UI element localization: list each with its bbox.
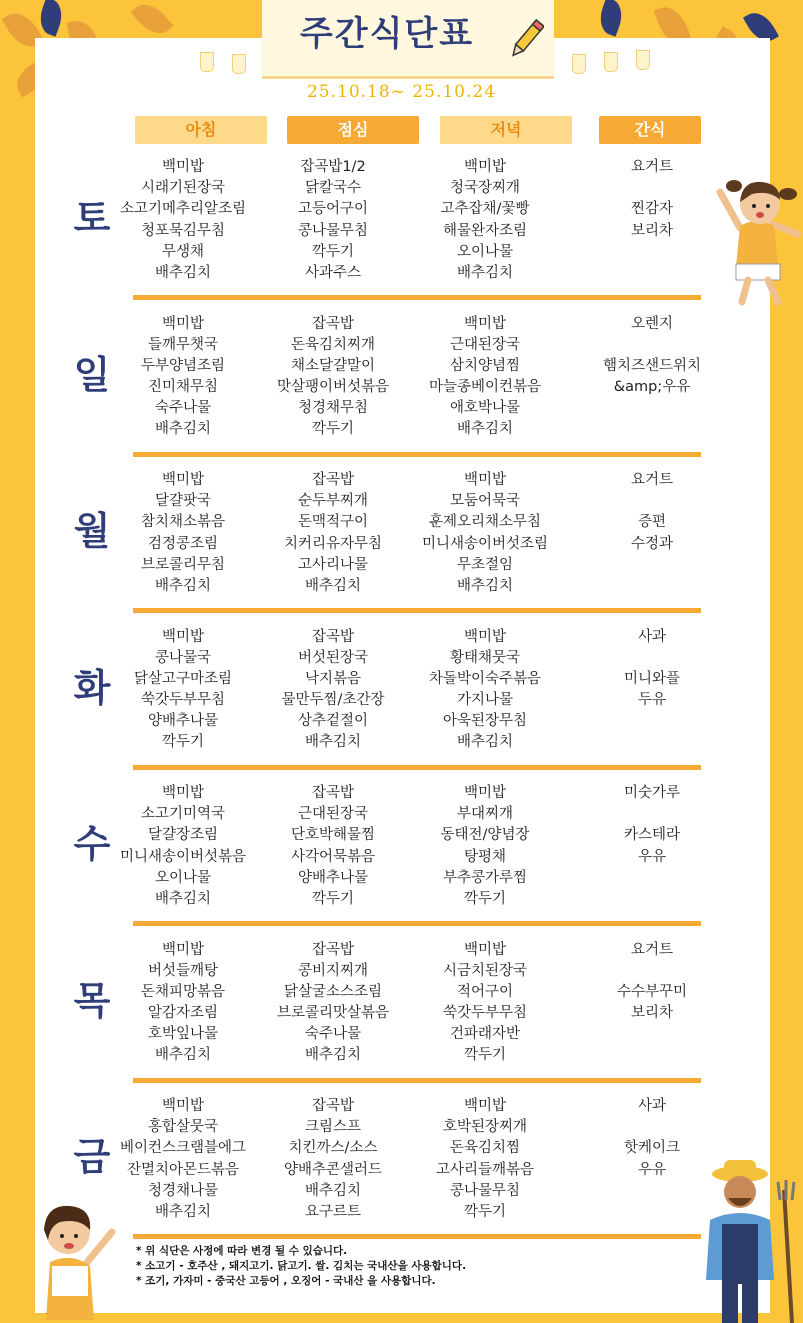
lunch-column	[253, 1096, 413, 1223]
note-line: * 조기, 가자미 - 중국산 고등어 , 오징어 - 국내산 을 사용합니다.	[136, 1275, 436, 1287]
menu-item: 맛살팽이버섯볶음	[276, 379, 390, 396]
menu-item: 잡곡밥	[311, 315, 355, 332]
menu-item: 크림스프	[304, 1119, 362, 1136]
menu-item: 배추김치	[456, 421, 514, 438]
menu-item	[572, 555, 732, 576]
menu-item: 우유	[637, 1161, 666, 1178]
menu-item: 잡곡밥1/2	[300, 159, 366, 175]
menu-item: 아욱된장무침	[442, 713, 528, 730]
menu-item: 해물완자조림	[442, 222, 528, 239]
menu-item: 시금치된장국	[442, 962, 528, 979]
menu-item: 미숫가루	[623, 785, 681, 801]
row-divider	[133, 452, 701, 457]
lunch-column	[253, 470, 413, 597]
menu-item: 동태전/양념장	[440, 827, 530, 844]
menu-item: 버섯된장국	[297, 649, 369, 666]
menu-item: 배추김치	[154, 1047, 212, 1064]
snack-column	[572, 470, 732, 597]
menu-item	[572, 576, 732, 597]
date-range: 25.10.18~ 25.10.24	[306, 82, 497, 102]
breakfast-column	[103, 940, 263, 1067]
menu-item	[572, 419, 732, 440]
breakfast-column	[103, 783, 263, 910]
header-lunch: 점심	[287, 116, 419, 144]
menu-item: 사과주스	[304, 264, 362, 281]
menu-item: 백미밥	[463, 628, 507, 645]
snack-column	[572, 314, 732, 441]
menu-item: 소고기미역국	[140, 806, 226, 823]
menu-item: 마늘종베이컨볶음	[428, 379, 542, 396]
menu-item	[572, 178, 732, 199]
menu-item: 청포묵김무침	[140, 222, 226, 239]
title-box	[262, 0, 554, 79]
menu-item: 검정콩조림	[147, 535, 219, 552]
menu-item: 배추김치	[154, 1203, 212, 1220]
menu-item: 채소달걀말이	[290, 357, 376, 374]
menu-item: 요구르트	[304, 1203, 362, 1220]
breakfast-column	[103, 157, 263, 284]
menu-item: 부추콩가루찜	[442, 869, 528, 886]
menu-item: 낙지볶음	[304, 670, 362, 687]
menu-item: 쑥갓두부무침	[140, 692, 226, 709]
menu-item: 백미밥	[463, 159, 507, 175]
menu-item: 잔멸치아몬드볶음	[126, 1161, 240, 1178]
menu-item: 적어구이	[456, 983, 514, 1000]
menu-item: 가지나물	[456, 692, 514, 709]
row-divider	[133, 765, 701, 770]
breakfast-column	[103, 470, 263, 597]
menu-item: 근대된장국	[449, 336, 521, 353]
row-divider	[133, 921, 701, 926]
menu-item: 닭살고구마조림	[133, 670, 233, 687]
snack-column	[572, 940, 732, 1067]
dinner-column	[405, 940, 565, 1067]
menu-item	[572, 1117, 732, 1138]
menu-item: 백미밥	[463, 472, 507, 488]
lunch-column	[253, 627, 413, 754]
menu-item: 시래기된장국	[140, 180, 226, 197]
menu-item: 들깨무챗국	[147, 336, 219, 353]
menu-item: 보리차	[630, 222, 674, 239]
menu-item: 우유	[637, 848, 666, 865]
dinner-column	[405, 470, 565, 597]
menu-item: 순두부찌개	[297, 493, 369, 510]
menu-item: 증편	[637, 514, 666, 531]
menu-item: 미니새송이버섯볶음	[119, 848, 247, 865]
menu-item: 백미밥	[161, 628, 205, 645]
menu-item: 숙주나물	[304, 1026, 362, 1043]
menu-item: 단호박해물찜	[290, 827, 376, 844]
menu-item: 요거트	[630, 941, 674, 958]
menu-item: 콩비지찌개	[297, 962, 369, 979]
menu-item: 양배추나물	[297, 869, 369, 886]
menu-item: 베이컨스크램블에그	[119, 1140, 247, 1157]
menu-item: 백미밥	[463, 315, 507, 332]
menu-item: 부대찌개	[456, 806, 514, 823]
menu-item: 백미밥	[161, 941, 205, 958]
menu-item: 배추김치	[154, 421, 212, 438]
dinner-column	[405, 314, 565, 441]
menu-item: 달걀팟국	[154, 493, 212, 510]
menu-item: 사각어묵볶음	[290, 848, 376, 865]
menu-item: 콩나물국	[154, 649, 212, 666]
day-label: 목	[73, 978, 111, 1023]
menu-item: 돈맥적구이	[297, 514, 369, 531]
menu-item: 무초절임	[456, 556, 514, 573]
menu-item	[572, 263, 732, 284]
menu-item: 참치채소볶음	[140, 514, 226, 531]
menu-item: 잡곡밥	[311, 941, 355, 958]
menu-item: 사과	[637, 628, 666, 645]
menu-item: 깍두기	[463, 1047, 507, 1064]
menu-item: 청국장찌개	[449, 180, 521, 197]
menu-item: &amp;우유	[613, 379, 691, 396]
menu-item: 미니새송이버섯조림	[421, 535, 549, 552]
menu-item: 백미밥	[161, 1098, 205, 1114]
menu-item: 고사리들깨볶음	[435, 1161, 535, 1178]
menu-item: 백미밥	[463, 941, 507, 958]
lunch-column	[253, 314, 413, 441]
menu-item: 청경채나물	[147, 1182, 219, 1199]
menu-item: 양배추나물	[147, 713, 219, 730]
menu-item	[572, 398, 732, 419]
menu-item: 청경채무침	[297, 400, 369, 417]
day-label: 일	[73, 352, 111, 397]
menu-item: 브로콜리맛살볶음	[276, 1005, 390, 1022]
snack-column	[572, 627, 732, 754]
menu-item: 두부양념조림	[140, 357, 226, 374]
menu-item: 요거트	[630, 472, 674, 488]
menu-item: 콩나물무침	[449, 1182, 521, 1199]
menu-item: 백미밥	[161, 315, 205, 332]
menu-item: 황태채뭇국	[449, 649, 521, 666]
menu-item: 삼치양념찜	[449, 357, 521, 374]
menu-item: 배추김치	[154, 890, 212, 907]
menu-item: 무생채	[161, 243, 205, 260]
header-dinner: 저녁	[440, 116, 572, 144]
row-divider	[133, 295, 701, 300]
lunch-column	[253, 940, 413, 1067]
menu-item	[572, 889, 732, 910]
menu-item: 햄치즈샌드위치	[602, 357, 702, 374]
menu-item: 수수부꾸미	[616, 983, 688, 1000]
snack-column	[572, 157, 732, 284]
note-line: * 소고기 - 호주산 , 돼지고기. 닭고기. 쌀. 김치는 국내산을 사용합니다.	[136, 1260, 467, 1272]
menu-item: 배추김치	[456, 734, 514, 751]
header-snack: 간식	[599, 116, 701, 144]
menu-item: 물만두찜/초간장	[281, 692, 385, 709]
menu-item: 콩나물무침	[297, 222, 369, 239]
menu-item	[572, 1024, 732, 1045]
menu-item: 닭칼국수	[304, 180, 362, 197]
menu-item: 알감자조림	[147, 1005, 219, 1022]
dinner-column	[405, 783, 565, 910]
menu-item	[572, 1045, 732, 1066]
menu-item: 숙주나물	[154, 400, 212, 417]
row-divider	[133, 1234, 701, 1239]
menu-item: 소고기메추리알조림	[119, 201, 247, 218]
menu-item: 고추잡채/꽃빵	[440, 201, 530, 218]
day-label: 수	[73, 822, 111, 866]
menu-item: 요거트	[630, 159, 674, 175]
menu-item: 배추김치	[456, 264, 514, 281]
day-label: 금	[73, 1135, 111, 1179]
menu-item	[572, 711, 732, 732]
menu-item: 깍두기	[463, 1203, 507, 1220]
menu-item: 닭살굴소스조림	[283, 983, 383, 1000]
menu-item: 달걀장조림	[147, 827, 219, 844]
menu-item	[572, 732, 732, 753]
menu-item: 잡곡밥	[311, 1098, 355, 1114]
menu-item: 배추김치	[304, 734, 362, 751]
menu-item: 양배추콘샐러드	[283, 1161, 383, 1178]
note-line: * 위 식단은 사정에 따라 변경 될 수 있습니다.	[136, 1245, 348, 1257]
menu-item: 깍두기	[311, 421, 355, 438]
menu-item: 진미채무침	[147, 379, 219, 396]
menu-item: 깍두기	[463, 890, 507, 907]
menu-item: 잡곡밥	[311, 785, 355, 801]
menu-item: 배추김치	[304, 577, 362, 594]
menu-item: 홍합살뭇국	[147, 1119, 219, 1136]
row-divider	[133, 608, 701, 613]
menu-item: 백미밥	[161, 159, 205, 175]
farmer-illustration	[700, 1160, 803, 1323]
child-illustration	[24, 1196, 134, 1320]
lunch-column	[253, 783, 413, 910]
menu-item: 보리차	[630, 1005, 674, 1022]
dinner-column	[405, 1096, 565, 1223]
menu-item: 백미밥	[161, 785, 205, 801]
menu-item: 배추김치	[304, 1047, 362, 1064]
menu-item	[572, 961, 732, 982]
snack-column	[572, 783, 732, 910]
menu-item: 쑥갓두부무침	[442, 1005, 528, 1022]
menu-item: 배추김치	[154, 264, 212, 281]
row-divider	[133, 1078, 701, 1083]
header-breakfast: 아침	[135, 116, 267, 144]
menu-item: 사과	[637, 1098, 666, 1114]
menu-item: 찐감자	[630, 201, 674, 218]
menu-item	[572, 868, 732, 889]
day-label: 화	[73, 665, 111, 710]
notes	[136, 1244, 466, 1289]
menu-item: 핫케이크	[623, 1140, 681, 1157]
menu-item: 백미밥	[161, 472, 205, 488]
menu-item: 돈육김치찌개	[290, 336, 376, 353]
menu-item: 깍두기	[311, 890, 355, 907]
menu-item: 브로콜리무침	[140, 556, 226, 573]
menu-item: 상추겉절이	[297, 713, 369, 730]
breakfast-column	[103, 314, 263, 441]
menu-item: 고등어구이	[297, 201, 369, 218]
page-title: 주간식단표	[299, 14, 475, 54]
menu-item: 차돌박이숙주볶음	[428, 670, 542, 687]
breakfast-column	[103, 627, 263, 754]
menu-item: 오렌지	[630, 315, 674, 332]
menu-item: 깍두기	[161, 734, 205, 751]
menu-item: 치커리유자무침	[283, 535, 383, 552]
menu-item: 잡곡밥	[311, 472, 355, 488]
menu-item	[572, 242, 732, 263]
menu-item	[572, 648, 732, 669]
menu-item: 돈육김치찜	[449, 1140, 521, 1157]
menu-item: 근대된장국	[297, 806, 369, 823]
menu-item: 백미밥	[463, 1098, 507, 1114]
menu-item: 모둠어묵국	[449, 493, 521, 510]
menu-item: 수정과	[630, 535, 674, 552]
menu-item: 배추김치	[154, 577, 212, 594]
menu-item: 건파래자반	[449, 1026, 521, 1043]
day-label: 월	[73, 509, 111, 553]
menu-item: 카스테라	[623, 827, 681, 844]
menu-item: 애호박나물	[449, 400, 521, 417]
menu-item: 미니와플	[623, 670, 681, 687]
menu-item: 고사리나물	[297, 556, 369, 573]
menu-item: 호박잎나물	[147, 1026, 219, 1043]
menu-item: 오이나물	[154, 869, 212, 886]
menu-item: 돈채피망볶음	[140, 983, 226, 1000]
menu-item: 잡곡밥	[311, 628, 355, 645]
menu-item	[572, 804, 732, 825]
menu-item: 탕평채	[463, 848, 507, 865]
menu-item: 치킨까스/소스	[288, 1140, 378, 1157]
menu-item: 호박된장찌개	[442, 1119, 528, 1136]
dinner-column	[405, 157, 565, 284]
menu-item: 버섯들깨탕	[147, 962, 219, 979]
menu-item	[572, 335, 732, 356]
menu-item	[572, 491, 732, 512]
pencil-icon	[508, 18, 544, 62]
menu-item: 배추김치	[456, 577, 514, 594]
menu-item: 훈제오리채소무침	[428, 514, 542, 531]
menu-item: 백미밥	[463, 785, 507, 801]
menu-item: 배추김치	[304, 1182, 362, 1199]
menu-item: 두유	[637, 692, 666, 709]
dinner-column	[405, 627, 565, 754]
menu-item: 깍두기	[311, 243, 355, 260]
lunch-column	[253, 157, 413, 284]
girl-illustration	[712, 168, 803, 308]
day-label: 토	[73, 196, 111, 240]
menu-item: 오이나물	[456, 243, 514, 260]
